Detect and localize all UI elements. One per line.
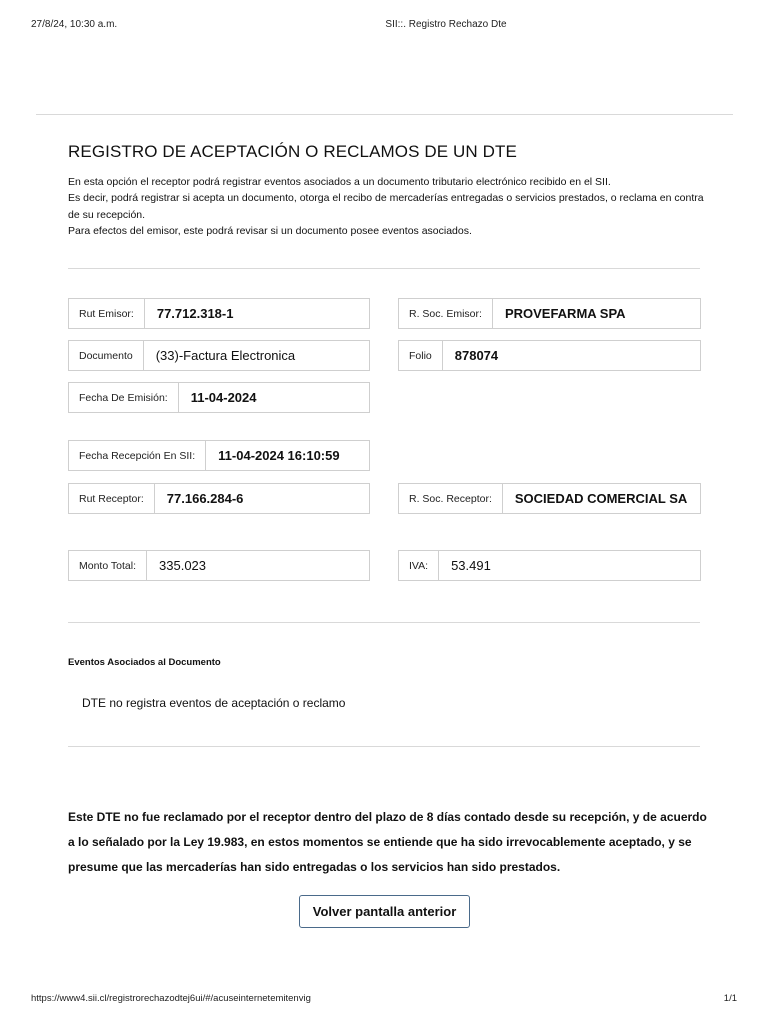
- razon-social-emisor-value: PROVEFARMA SPA: [504, 306, 626, 321]
- folio-label: Folio: [399, 341, 443, 370]
- rut-receptor-label: Rut Receptor:: [69, 484, 155, 513]
- print-page-number: 1/1: [723, 993, 737, 1004]
- documento-value: (33)-Factura Electronica: [155, 348, 296, 363]
- page-title: REGISTRO DE ACEPTACIÓN O RECLAMOS DE UN DTE: [68, 142, 517, 161]
- back-button[interactable]: Volver pantalla anterior: [299, 895, 470, 928]
- razon-social-receptor-value: SOCIEDAD COMERCIAL SA: [514, 491, 688, 506]
- events-section-title: Eventos Asociados al Documento: [68, 657, 221, 668]
- rut-emisor-value: 77.712.318-1: [156, 306, 234, 321]
- iva-field: [398, 550, 701, 581]
- fecha-recepcion-value: 11-04-2024 16:10:59: [218, 448, 340, 463]
- folio-field: [398, 340, 701, 371]
- header-divider: [36, 114, 733, 115]
- acceptance-notice: Este DTE no fue reclamado por el receptor dentro del plazo de 8 días contado desde su recepción, y de acuerdo a lo señalado por la Ley 19.983, en estos momentos se entiende que ha sido irrevocablemente aceptado, y se presume que las mercaderías han sido entregadas o los servicios han sido prestados.: [68, 810, 707, 874]
- monto-total-field: [68, 550, 370, 581]
- folio-value: 878074: [454, 348, 499, 363]
- print-url: https://www4.sii.cl/registrorechazodtej6ui/#/acuseinternetemitenvig: [31, 993, 311, 1004]
- fecha-recepcion-label: Fecha Recepción En SII:: [69, 441, 206, 470]
- fecha-emision-label: Fecha De Emisión:: [69, 383, 179, 412]
- events-empty-message: DTE no registra eventos de aceptación o reclamo: [82, 696, 346, 710]
- section-divider: [68, 746, 700, 747]
- monto-total-label: Monto Total:: [69, 551, 147, 580]
- razon-social-receptor-field: [398, 483, 701, 514]
- razon-social-receptor-label: R. Soc. Receptor:: [399, 484, 503, 513]
- fecha-emision-field: [68, 382, 370, 413]
- fecha-recepcion-field: [68, 440, 370, 471]
- section-divider: [68, 622, 700, 623]
- iva-label: IVA:: [399, 551, 439, 580]
- iva-value: 53.491: [451, 558, 491, 573]
- intro-text: [68, 174, 708, 239]
- print-datetime: 27/8/24, 10:30 a.m.: [31, 19, 118, 30]
- razon-social-emisor-label: R. Soc. Emisor:: [399, 299, 493, 328]
- rut-emisor-field: [68, 298, 370, 329]
- documento-field: [68, 340, 370, 371]
- rut-receptor-value: 77.166.284-6: [166, 491, 244, 506]
- razon-social-emisor-field: [398, 298, 701, 329]
- intro-line: Es decir, podrá registrar si acepta un documento, otorga el recibo de mercaderías entregadas o servicios prestados, o reclama en contra de su recepción.: [68, 192, 704, 221]
- section-divider: [68, 268, 700, 269]
- monto-total-value: 335.023: [159, 558, 207, 573]
- rut-emisor-label: Rut Emisor:: [69, 299, 145, 328]
- fecha-emision-value: 11-04-2024: [190, 390, 257, 405]
- rut-receptor-field: [68, 483, 370, 514]
- intro-line: Para efectos del emisor, este podrá revisar si un documento posee eventos asociados.: [68, 224, 472, 237]
- intro-line: En esta opción el receptor podrá registrar eventos asociados a un documento tributario electrónico recibido en el SII.: [68, 176, 611, 188]
- print-page-title: SII::. Registro Rechazo Dte: [385, 19, 507, 30]
- documento-label: Documento: [69, 341, 144, 370]
